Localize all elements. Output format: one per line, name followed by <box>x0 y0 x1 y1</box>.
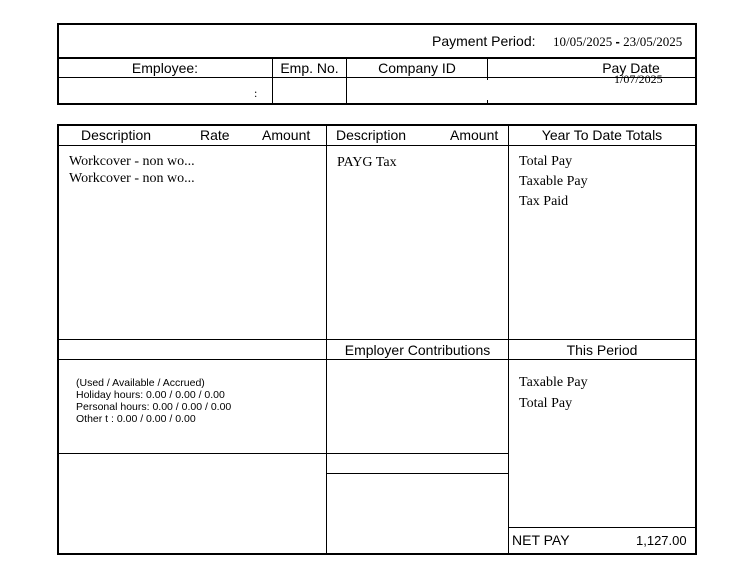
this-period-heading: This Period <box>566 342 638 358</box>
payment-period-dates <box>553 34 682 50</box>
this-period-item: Taxable Pay <box>519 375 588 390</box>
employee-value: : <box>254 86 258 100</box>
period-separator: - <box>615 34 620 49</box>
net-pay-label: NET PAY <box>512 532 570 548</box>
employer-contributions-heading: Employer Contributions <box>344 342 491 358</box>
net-pay-value: 1,127.00 <box>636 533 687 548</box>
header-col-divider <box>487 100 488 104</box>
pay-date-label: Pay Date <box>602 60 660 76</box>
leave-balances <box>76 377 231 425</box>
employee-label: Employee: <box>131 60 199 76</box>
leave-line: (Used / Available / Accrued) <box>76 377 205 389</box>
column-header-divider <box>57 145 697 146</box>
contrib-bottom-divider <box>327 473 508 474</box>
ytd-item: Tax Paid <box>519 194 569 209</box>
pay-date-value-clip <box>614 72 674 86</box>
earnings-col-amount: Amount <box>262 127 311 143</box>
deductions-item: PAYG Tax <box>337 155 397 170</box>
period-end: 23/05/2025 <box>623 34 683 49</box>
ytd-item: Total Pay <box>519 154 573 169</box>
earnings-col-description: Description <box>81 127 152 143</box>
earnings-col-rate: Rate <box>200 127 230 143</box>
header-divider <box>57 57 697 59</box>
pay-date-value: 1/07/2025 <box>614 72 663 86</box>
header-col-divider <box>487 58 488 80</box>
earnings-item: Workcover - non wo... <box>69 154 195 169</box>
net-pay-value-clip <box>636 533 693 548</box>
section-divider <box>57 339 697 340</box>
leave-bottom-divider <box>57 453 508 454</box>
net-pay-divider <box>508 527 696 528</box>
leave-line: Other t : 0.00 / 0.00 / 0.00 <box>76 413 196 425</box>
leave-line: Personal hours: 0.00 / 0.00 / 0.00 <box>76 401 232 413</box>
header-row-divider <box>57 77 697 78</box>
deductions-col-amount: Amount <box>450 127 499 143</box>
company-id-label: Company ID <box>378 60 456 76</box>
emp-no-label: Emp. No. <box>280 60 339 76</box>
deductions-col-description: Description <box>336 127 407 143</box>
ytd-item: Taxable Pay <box>519 174 588 189</box>
section-header-divider <box>57 359 697 360</box>
ytd-heading: Year To Date Totals <box>541 127 663 143</box>
earnings-item: Workcover - non wo... <box>69 171 195 186</box>
leave-line: Holiday hours: 0.00 / 0.00 / 0.00 <box>76 389 225 401</box>
period-start: 10/05/2025 <box>553 34 613 49</box>
payment-period-label: Payment Period: <box>432 33 536 49</box>
employee-value-clip <box>254 84 258 100</box>
this-period-item: Total Pay <box>519 396 573 411</box>
